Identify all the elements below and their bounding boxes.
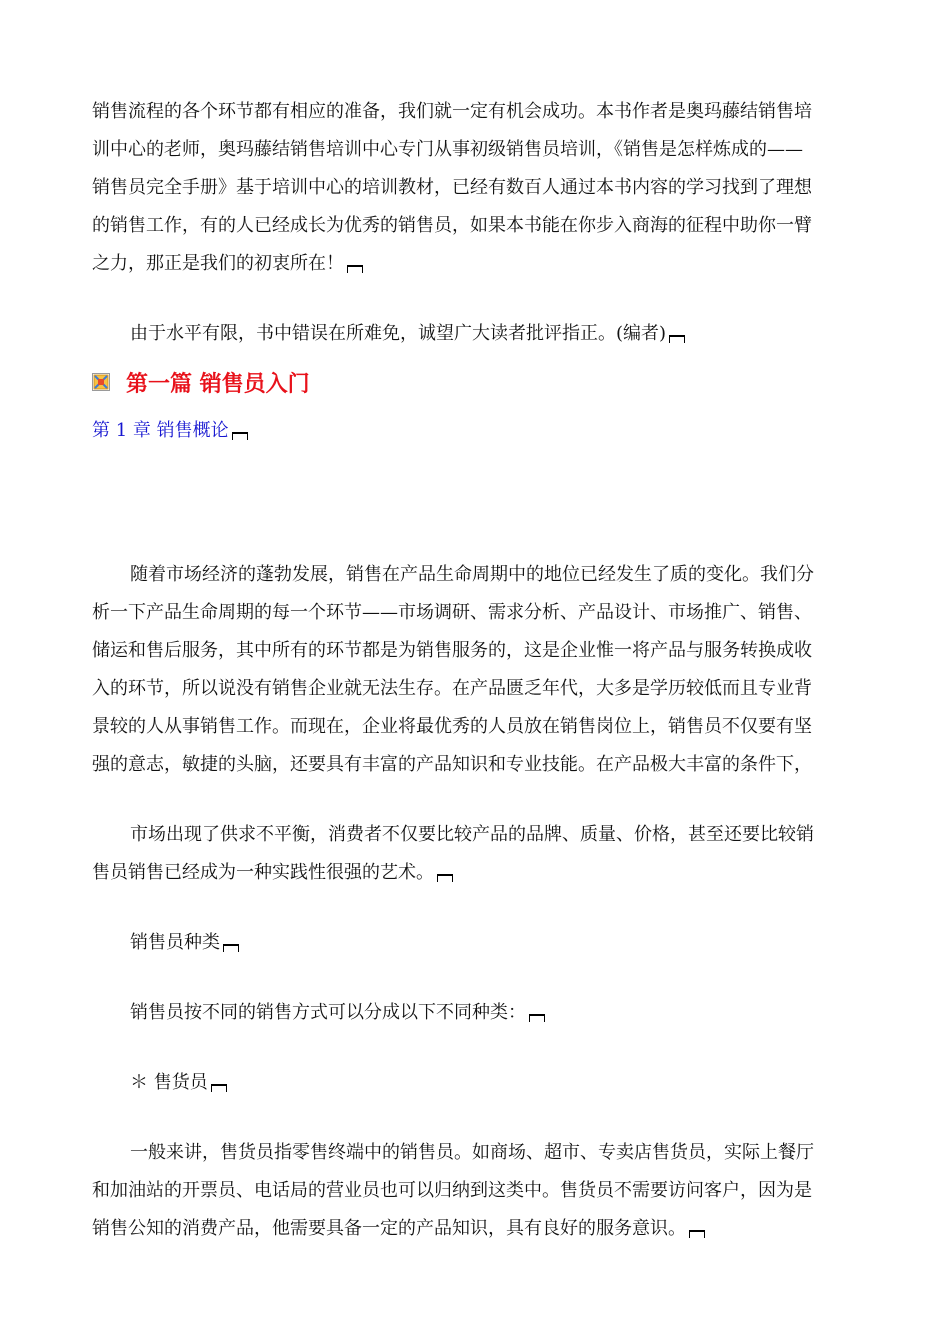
para2-line-2-text: 售员销售已经成为一种实践性很强的艺术。 xyxy=(92,862,434,883)
para1-line-5: 景较的人从事销售工作。而现在，企业将最优秀的人员放在销售岗位上，销售员不仅要有坚 xyxy=(92,716,812,737)
chapter-heading[interactable] xyxy=(92,419,248,443)
section-intro-text: 销售员按不同的销售方式可以分成以下不同种类： xyxy=(130,1002,526,1023)
intro-line-2: 训中心的老师，奥玛藤结销售培训中心专门从事初级销售员培训，《销售是怎样炼成的—— xyxy=(92,139,803,160)
para3-line-2: 和加油站的开票员、电话局的营业员也可以归纳到这类中。售货员不需要访问客户，因为是 xyxy=(92,1180,812,1201)
paragraph-mark-icon xyxy=(232,432,248,440)
intro-line-3: 销售员完全手册》基于培训中心的培训教材，已经有数百人通过本书内容的学习找到了理想 xyxy=(92,177,812,198)
broken-image-icon xyxy=(92,373,110,391)
part-title: 第一篇 销售员入门 xyxy=(126,371,310,397)
para1-line-4: 入的环节，所以说没有销售企业就无法生存。在产品匮乏年代，大多是学历较低而且专业背 xyxy=(92,678,812,699)
para2-line-1: 市场出现了供求不平衡，消费者不仅要比较产品的品牌、质量、价格，甚至还要比较销 xyxy=(130,824,814,845)
editor-note-text: 由于水平有限，书中错误在所难免，诚望广大读者批评指正。(编者) xyxy=(130,323,667,344)
paragraph-mark-icon xyxy=(529,1014,545,1022)
para3-line-1: 一般来讲，售货员指零售终端中的销售员。如商场、超市、专卖店售货员，实际上餐厅 xyxy=(130,1142,814,1163)
bullet-item-text: ＊ 售货员 xyxy=(130,1072,208,1093)
para1-line-6: 强的意志，敏捷的头脑，还要具有丰富的产品知识和专业技能。在产品极大丰富的条件下， xyxy=(92,754,812,775)
paragraph-mark-icon xyxy=(669,335,685,343)
paragraph-mark-icon xyxy=(347,265,363,273)
para1-line-1: 随着市场经济的蓬勃发展，销售在产品生命周期中的地位已经发生了质的变化。我们分 xyxy=(130,564,814,585)
section-label-text: 销售员种类 xyxy=(130,932,220,953)
intro-line-1: 销售流程的各个环节都有相应的准备，我们就一定有机会成功。本书作者是奥玛藤结销售培 xyxy=(92,101,812,122)
intro-line-5 xyxy=(92,252,363,276)
editor-note xyxy=(130,322,685,346)
intro-line-4: 的销售工作，有的人已经成长为优秀的销售员，如果本书能在你步入商海的征程中助你一臂 xyxy=(92,215,812,236)
paragraph-mark-icon xyxy=(223,944,239,952)
para3-line-3-text: 销售公知的消费产品，他需要具备一定的产品知识，具有良好的服务意识。 xyxy=(92,1218,686,1239)
para1-line-2: 析一下产品生命周期的每一个环节——市场调研、需求分析、产品设计、市场推广、销售、 xyxy=(92,602,812,623)
para2-line-2 xyxy=(92,861,453,885)
para1-line-3: 储运和售后服务，其中所有的环节都是为销售服务的，这是企业惟一将产品与服务转换成收 xyxy=(92,640,812,661)
chapter-title[interactable]: 第 1 章 销售概论 xyxy=(92,420,229,441)
paragraph-mark-icon xyxy=(437,874,453,882)
part-heading xyxy=(92,367,310,397)
intro-line-5-text: 之力，那正是我们的初衷所在！ xyxy=(92,253,344,274)
paragraph-mark-icon xyxy=(211,1084,227,1092)
bullet-item xyxy=(130,1071,227,1095)
para3-line-3 xyxy=(92,1217,705,1241)
section-label xyxy=(130,931,239,955)
section-intro xyxy=(130,1001,545,1025)
paragraph-mark-icon xyxy=(689,1230,705,1238)
